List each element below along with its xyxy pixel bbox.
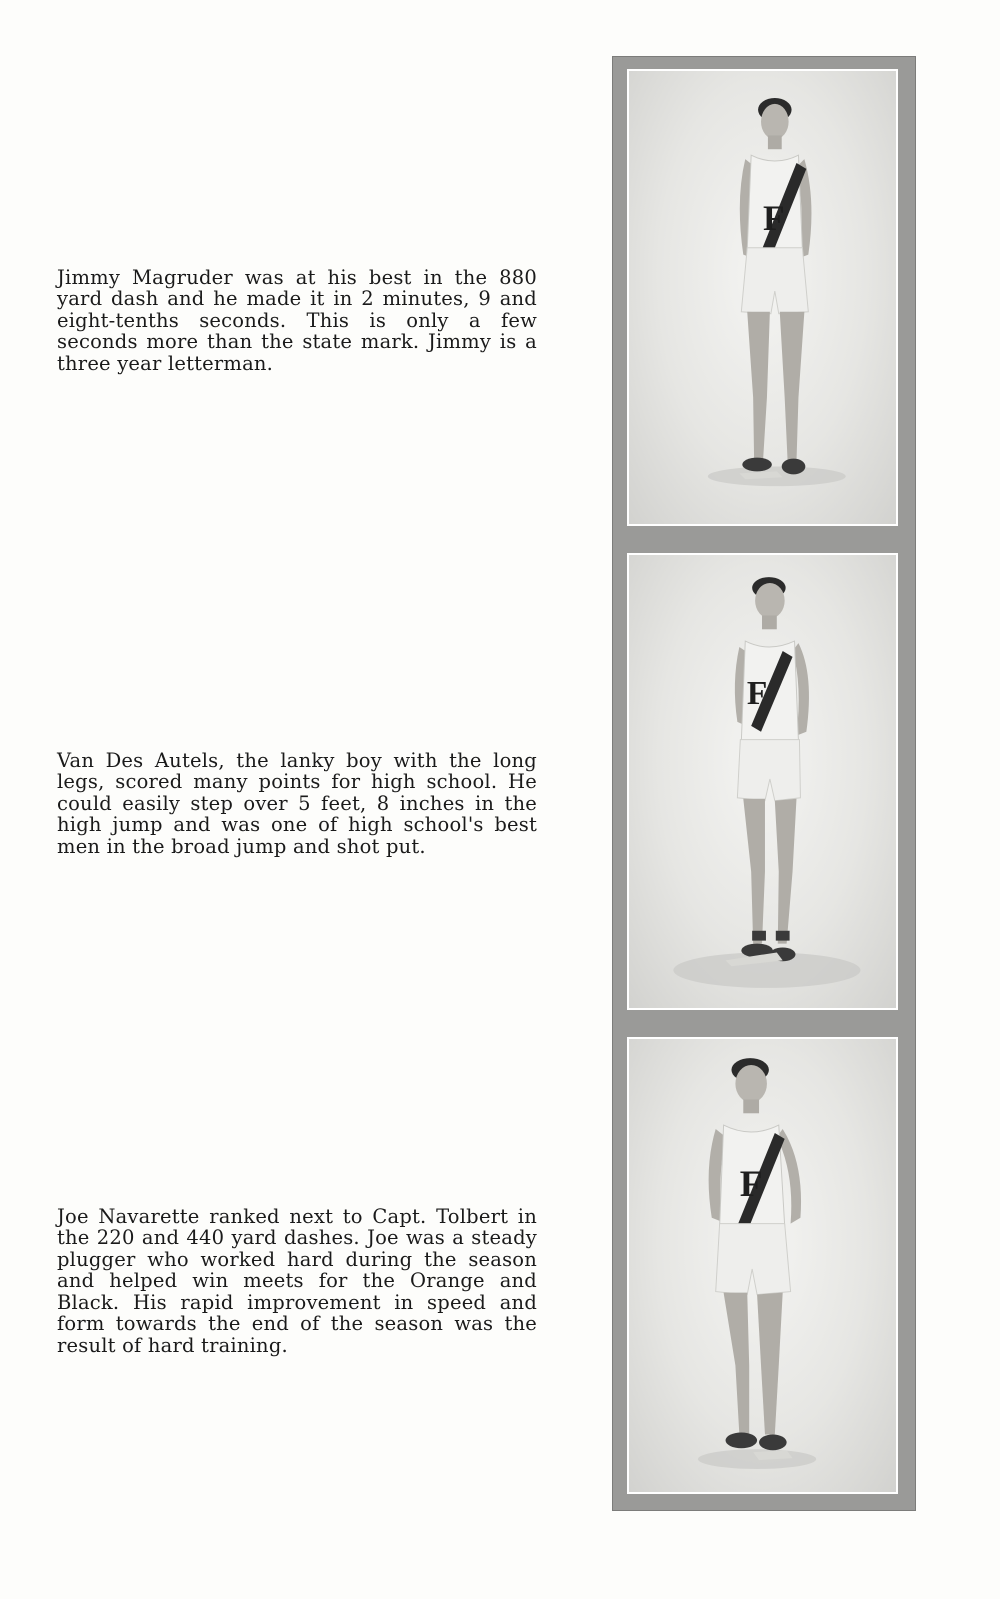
caption-navarette: Joe Navarette ranked next to Capt. Tolbert in the 220 and 440 yard dashes. Joe was a steady plugger who worked hard during the season and helped win meets for the Orange and Black. His rapid improvement in speed and form towards the end of the season was the result of hard training. — [57, 1204, 537, 1357]
jersey-letter — [629, 555, 896, 1008]
athlete-photo-navarette — [627, 1037, 898, 1494]
jersey-letter-text: F — [763, 198, 785, 239]
jersey-letter — [629, 1039, 896, 1492]
photo-strip — [612, 56, 916, 1511]
jersey-letter-text: F — [746, 675, 768, 713]
caption-des-autels: Van Des Autels, the lanky boy with the long legs, scored many points for high school. He could easily step over 5 feet, 8 inches in the high jump and was one of high school's best men in the broad jump and shot put. — [57, 748, 537, 858]
jersey-letter — [629, 71, 896, 524]
athlete-photo-des-autels — [627, 553, 898, 1010]
jersey-letter-text: F — [739, 1164, 763, 1206]
athlete-photo-magruder — [627, 69, 898, 526]
caption-magruder: Jimmy Magruder was at his best in the 880 yard dash and he made it in 2 minutes, 9 and eight-tenths seconds. This is only a few seconds more than the state mark. Jimmy is a three year letterman. — [57, 265, 537, 375]
